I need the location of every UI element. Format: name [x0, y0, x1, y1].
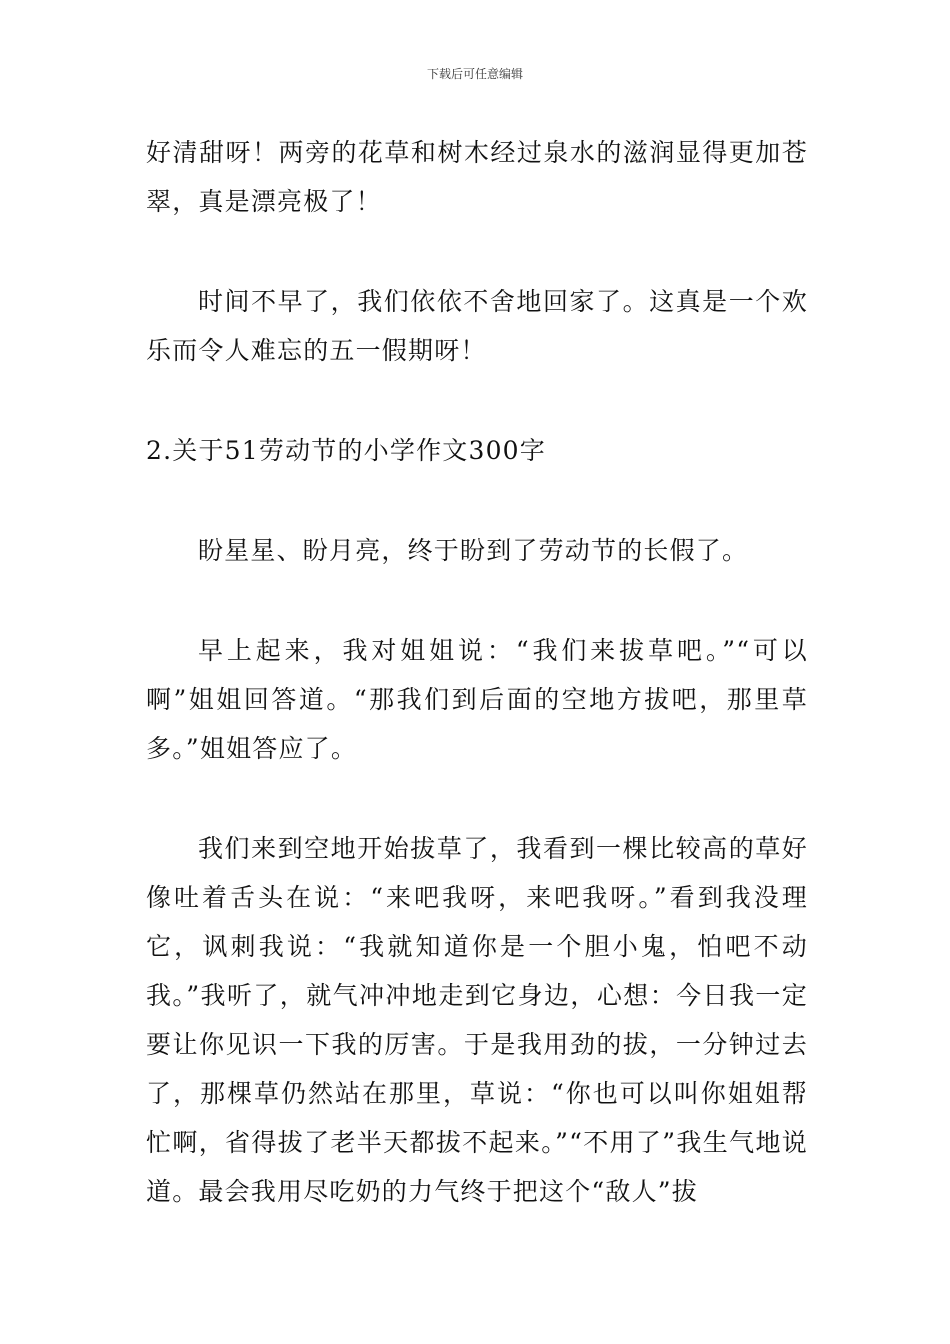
paragraph-long-holiday: 盼星星、盼月亮，终于盼到了劳动节的长假了。 — [198, 536, 749, 565]
paragraph-continuation: 好清甜呀！两旁的花草和树木经过泉水的滋润显得更加苍翠，真是漂亮极了！ — [146, 138, 808, 216]
paragraph-morning: 早上起来，我对姐姐说：“我们来拔草吧。”“可以啊”姐姐回答道。“那我们到后面的空地方拔吧，那里草多。”姐姐答应了。 — [146, 636, 808, 763]
page-header-note: 下载后可任意编辑 — [426, 67, 523, 81]
paragraph-going-home: 时间不早了，我们依依不舍地回家了。这真是一个欢乐而令人难忘的五一假期呀！ — [146, 287, 808, 365]
document-body — [146, 128, 808, 1216]
paragraph-pulling-grass: 我们来到空地开始拔草了，我看到一棵比较高的草好像吐着舌头在说：“来吧我呀，来吧我呀。”看到我没理它，讽刺我说：“我就知道你是一个胆小鬼，怕吧不动我。”我听了，就气冲冲地走到它身边，心想：今日我一定要让你见识一下我的厉害。于是我用劲的拔，一分钟过去了，那棵草仍然站在那里，草说：“你也可以叫你姐姐帮忙啊，省得拔了老半天都拔不起来。”“不用了”我生气地说道。最会我用尽吃奶的力气终于把这个“敌人”拔 — [146, 834, 808, 1206]
section-heading: 2.关于51劳动节的小学作文300字 — [146, 436, 546, 465]
